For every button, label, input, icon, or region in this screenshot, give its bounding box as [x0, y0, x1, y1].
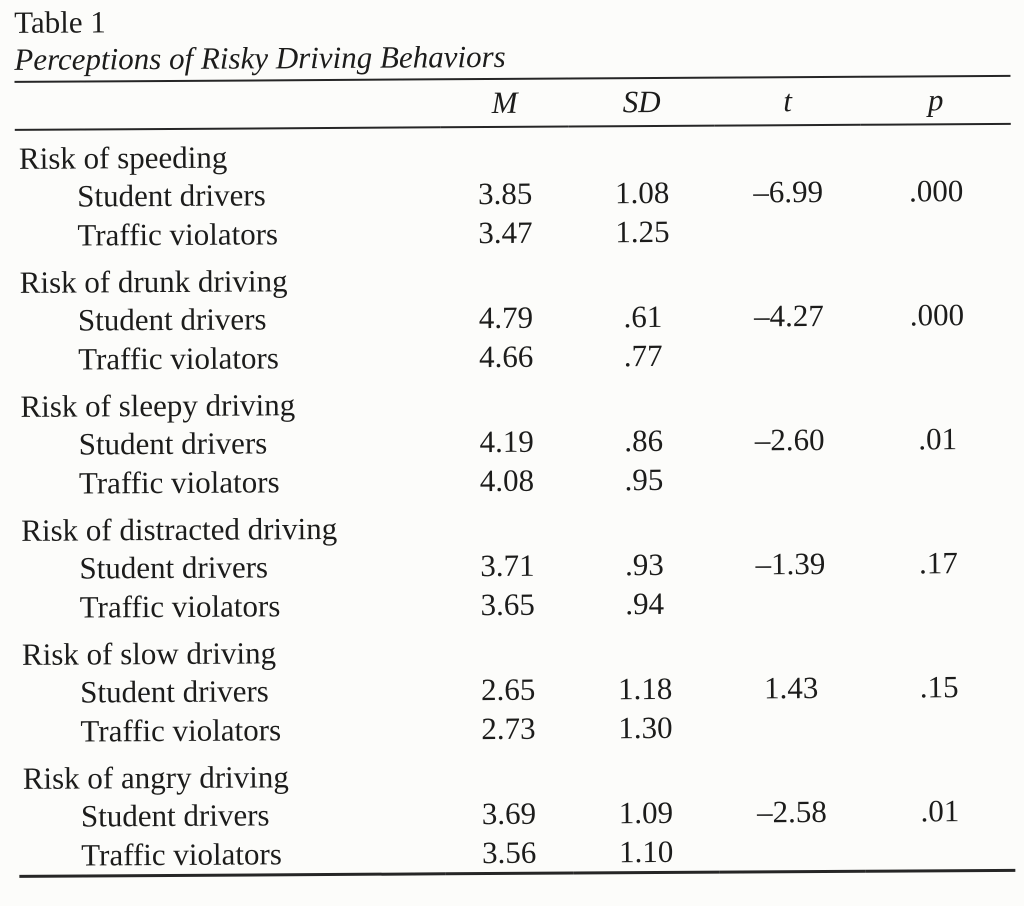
value-cell: 1.30 [618, 709, 673, 745]
table-row [15, 171, 1011, 216]
group-row [16, 249, 1012, 301]
value-cell: .86 [624, 422, 664, 458]
row-label: Traffic violators [79, 587, 281, 625]
header-col-sd: SD [622, 83, 661, 120]
value-cell: 3.85 [477, 175, 533, 211]
table-header [15, 76, 1011, 130]
table-body [15, 124, 1016, 877]
row-label: Traffic violators [81, 835, 282, 873]
table-row [15, 210, 1011, 255]
row-label: Student drivers [77, 300, 267, 338]
group-row [18, 621, 1014, 673]
table-row [16, 295, 1012, 340]
row-label: Student drivers [80, 796, 270, 834]
value-cell [718, 583, 864, 623]
value-cell [863, 458, 1013, 498]
value-cell: 1.08 [614, 174, 670, 210]
value-cell: 3.65 [480, 586, 535, 622]
value-cell: 1.10 [618, 833, 674, 869]
value-cell: .61 [623, 298, 663, 334]
row-label: Traffic violators [77, 215, 279, 253]
group-row [15, 124, 1011, 177]
value-cell: –4.27 [753, 297, 824, 333]
table-row [17, 458, 1013, 503]
table-row [19, 791, 1015, 836]
group-label: Risk of angry driving [22, 759, 289, 796]
value-cell: 1.43 [763, 669, 819, 705]
value-cell: 4.79 [478, 299, 534, 335]
value-cell: .93 [624, 546, 664, 582]
value-cell [861, 210, 1011, 250]
table-row [17, 419, 1013, 464]
value-cell: .01 [918, 420, 958, 456]
header-col-mean: M [491, 84, 518, 120]
value-cell: .01 [920, 792, 960, 828]
value-cell [716, 335, 862, 375]
value-cell: .15 [919, 668, 959, 704]
table-caption [14, 0, 1024, 77]
value-cell: –2.58 [756, 793, 827, 829]
value-cell: 2.73 [481, 710, 536, 746]
value-cell: .77 [623, 337, 663, 373]
group-row [17, 497, 1013, 549]
group-label: Risk of slow driving [21, 635, 277, 672]
value-cell: –1.39 [755, 545, 826, 581]
header-col-p: p [927, 82, 944, 118]
table-row [16, 334, 1012, 379]
value-cell: 3.71 [480, 547, 535, 583]
row-label: Student drivers [77, 176, 266, 214]
value-cell [864, 706, 1014, 746]
value-cell: 1.18 [617, 670, 673, 706]
statistics-table [14, 75, 1015, 878]
header-col-t: t [783, 83, 793, 119]
row-label: Student drivers [79, 548, 269, 586]
table-title: Perceptions of Risky Driving Behaviors [14, 38, 506, 77]
table-row [18, 667, 1014, 712]
header-row [15, 76, 1011, 130]
value-cell: 2.65 [480, 671, 536, 707]
value-cell: 1.25 [615, 213, 670, 249]
group-row [19, 745, 1015, 797]
value-cell [715, 211, 861, 251]
value-cell [717, 459, 863, 499]
value-cell: .000 [908, 172, 964, 208]
table-number-label: Table 1 [14, 4, 106, 40]
row-label: Traffic violators [78, 463, 280, 501]
value-cell: 4.08 [479, 462, 535, 498]
value-cell: 4.66 [478, 338, 534, 374]
value-cell [719, 831, 865, 872]
row-label: Traffic violators [80, 711, 282, 749]
value-cell [862, 334, 1012, 374]
table-row [19, 830, 1015, 877]
value-cell: 3.47 [478, 214, 533, 250]
group-row [16, 373, 1012, 425]
value-cell: 3.56 [481, 834, 537, 870]
value-cell: .000 [909, 296, 965, 332]
value-cell: .17 [918, 544, 958, 580]
value-cell: –2.60 [754, 421, 825, 457]
group-label: Risk of distracted driving [21, 510, 338, 548]
value-cell: –6.99 [753, 173, 824, 209]
table-row [18, 706, 1014, 751]
value-cell [864, 582, 1014, 622]
group-label: Risk of drunk driving [19, 263, 288, 300]
row-label: Student drivers [78, 424, 268, 462]
row-label: Student drivers [80, 672, 269, 710]
header-empty-cell [15, 79, 441, 130]
value-cell: 3.69 [481, 795, 537, 831]
value-cell: .94 [625, 585, 665, 621]
value-cell [865, 830, 1015, 871]
value-cell [718, 707, 864, 747]
value-cell: .95 [624, 461, 664, 497]
row-label: Traffic violators [78, 339, 279, 377]
table-row [17, 543, 1013, 588]
group-label: Risk of sleepy driving [20, 387, 296, 424]
group-label: Risk of speeding [18, 139, 228, 176]
value-cell: 1.09 [618, 794, 674, 830]
value-cell: 4.19 [479, 423, 534, 459]
table-row [18, 582, 1014, 627]
